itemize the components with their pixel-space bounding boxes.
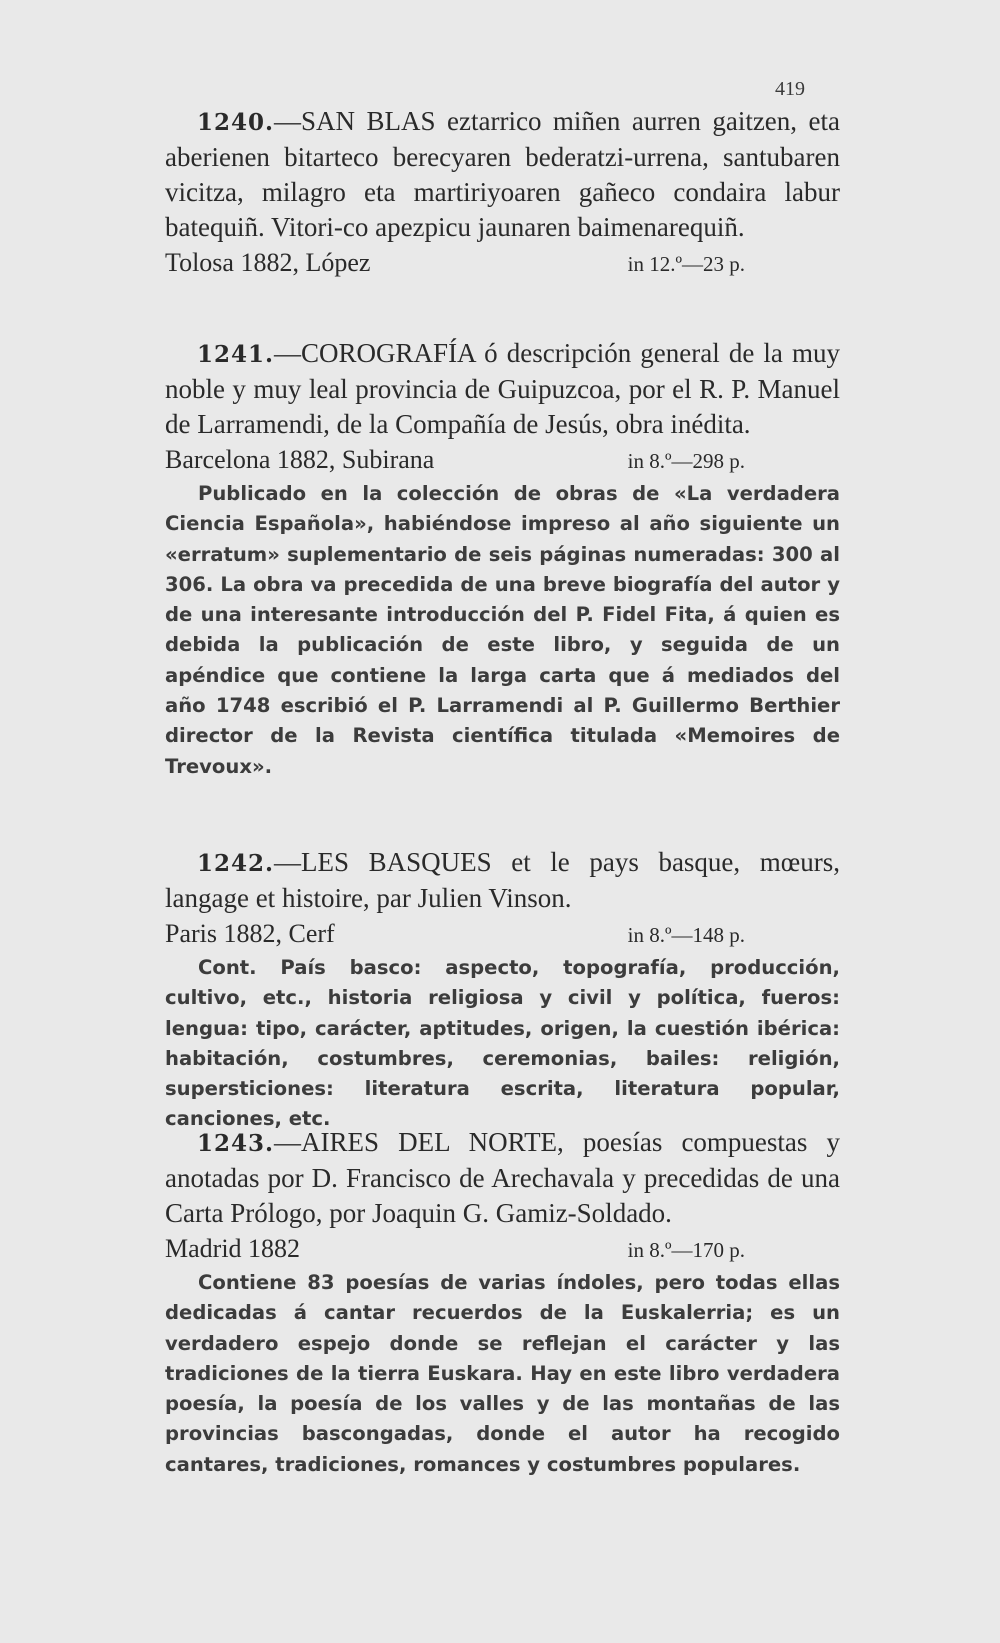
entry-imprint xyxy=(165,916,840,953)
imprint-place: Tolosa 1882, López xyxy=(165,248,371,277)
imprint-place: Madrid 1882 xyxy=(165,1234,301,1263)
imprint-format: in 8.º—148 p. xyxy=(627,923,745,947)
entry-heading xyxy=(165,104,840,245)
entry-note: Publicado en la colección de obras de «La verdadera Ciencia Española», habiéndose impreso al año siguiente un «erratum» suplementario de seis páginas numeradas: 300 al 306. La obra va precedida de una breve biografía del autor y de una interesante introducción del P. Fidel Fita, á quien es debida la publicación de este libro, y seguida de un apéndice que contiene la larga carta que á mediados del año 1748 escribió el P. Larramendi al P. Guillermo Berthier director de la Revista científica titulada «Memoires de Trevoux». xyxy=(165,482,840,778)
imprint-format: in 8.º—170 p. xyxy=(627,1238,745,1262)
entry-title: —LES BASQUES et le pays basque, mœurs, langage et histoire, par Julien Vinson. xyxy=(165,847,840,913)
imprint-format: in 8.º—298 p. xyxy=(627,449,745,473)
entry-title: —COROGRAFÍA ó descripción general de la muy noble y muy leal provincia de Guipuzcoa, por el R. P. Manuel de Larramendi, de la Compañía de Jesús, obra inédita. xyxy=(165,338,840,439)
imprint-place: Paris 1882, Cerf xyxy=(165,919,335,948)
imprint-format: in 12.º—23 p. xyxy=(627,252,745,276)
imprint-place: Barcelona 1882, Subirana xyxy=(165,445,435,474)
entry-1243 xyxy=(165,1125,840,1480)
entry-number: 1242. xyxy=(197,850,275,877)
entry-title: —SAN BLAS eztarrico miñen aurren gaitzen, eta aberienen bitarteco berecyaren bederatzi-urrena, santubaren vicitza, milagro eta martiriyoaren gañeco condaira labur batequiñ. Vitori-co apezpicu jaunaren baimenarequiñ. xyxy=(165,106,840,242)
entry-note: Cont. País basco: aspecto, topografía, producción, cultivo, etc., historia religiosa y civil y política, fueros: lengua: tipo, carácter, aptitudes, origen, la cuestión ibérica: habitación, costumbres, ceremonias, bailes: religión, supersticiones: literatura escrita, literatura popular, canciones, etc. xyxy=(165,956,840,1131)
entry-1240 xyxy=(165,104,840,282)
entry-heading xyxy=(165,845,840,916)
entry-imprint xyxy=(165,442,840,479)
entry-imprint xyxy=(165,1231,840,1268)
entry-heading xyxy=(165,336,840,442)
entry-imprint xyxy=(165,245,840,282)
page-number: 419 xyxy=(775,78,805,100)
entry-heading xyxy=(165,1125,840,1231)
entry-title: —AIRES DEL NORTE, poesías compuestas y anotadas por D. Francisco de Arechavala y precedidas de una Carta Prólogo, por Joaquin G. Gamiz-Soldado. xyxy=(165,1127,840,1228)
entry-1242 xyxy=(165,845,840,1135)
entry-number: 1240. xyxy=(197,109,275,136)
entry-number: 1243. xyxy=(197,1130,275,1157)
entry-note: Contiene 83 poesías de varias índoles, pero todas ellas dedicadas á cantar recuerdos de la Euskalerria; es un verdadero espejo donde se reflejan el carácter y las tradiciones de la tierra Euskara. Hay en este libro verdadera poesía, la poesía de los valles y de las montañas de las provincias bascongadas, donde el autor ha recogido cantares, tradiciones, romances y costumbres populares. xyxy=(165,1271,840,1476)
entry-1241 xyxy=(165,336,840,782)
entry-number: 1241. xyxy=(197,341,275,368)
